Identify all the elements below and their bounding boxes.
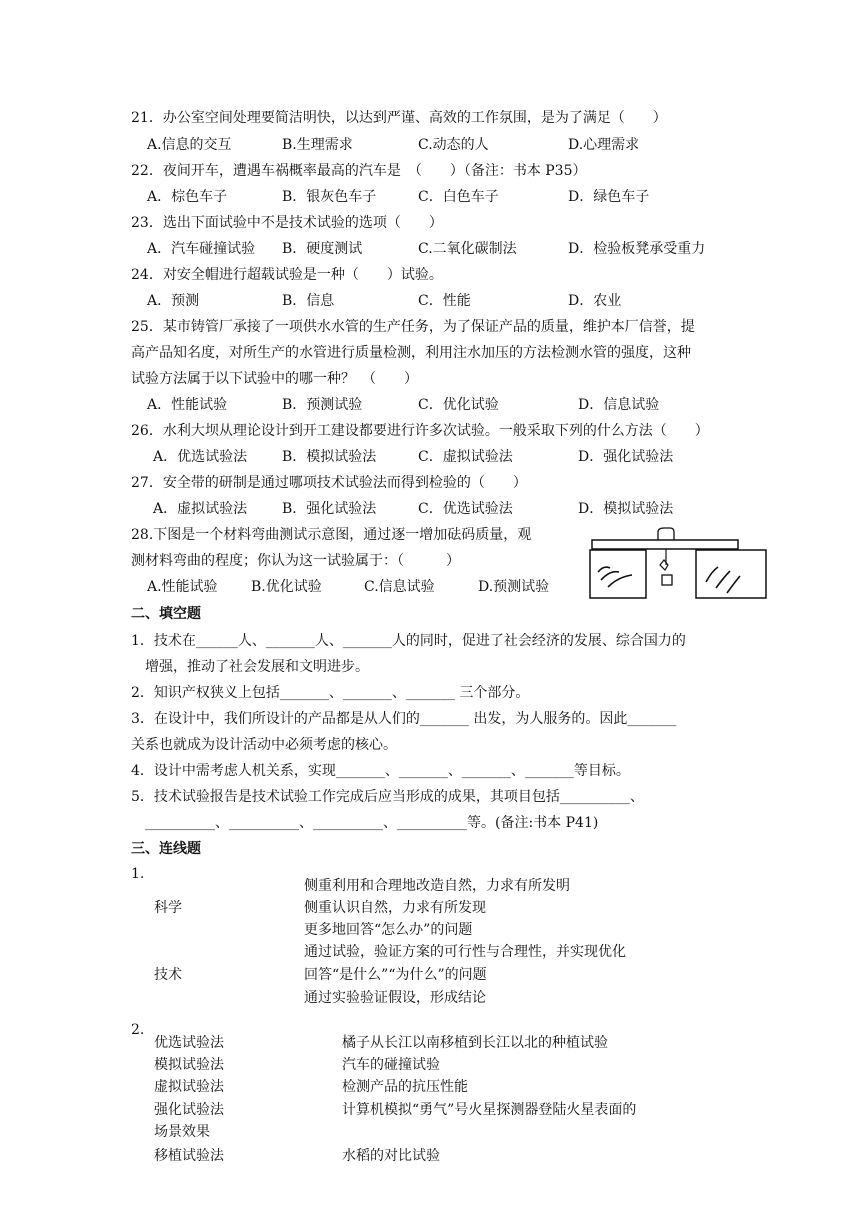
q21-option-c: C.动态的人 <box>418 137 489 153</box>
q28-stem-line1: 28.下图是一个材料弯曲测试示意图，通过逐一增加砝码质量，观 <box>131 527 532 543</box>
match-q1-number: 1. <box>131 866 145 882</box>
q24-stem: 24．对安全帽进行超载试验是一种（ ）试验。 <box>131 267 443 283</box>
left-support-box <box>590 550 646 598</box>
q24-option-c: C．性能 <box>418 293 471 309</box>
match-q2-left-6: 移植试验法 <box>154 1148 224 1164</box>
q24-option-b: B．信息 <box>282 293 335 309</box>
q22-option-d: D．绿色车子 <box>568 189 650 205</box>
beam-bar <box>592 540 738 549</box>
match-heading: 三、连线题 <box>131 841 201 857</box>
q28-option-a: A.性能试验 <box>147 579 218 595</box>
match-q2-left-4: 强化试验法 <box>154 1102 224 1118</box>
q27-stem: 27．安全带的研制是通过哪项技术试验法而得到检验的（ ） <box>131 475 527 491</box>
q21-option-a: A.信息的交互 <box>147 137 232 153</box>
match-q2-right-3: 检测产品的抗压性能 <box>342 1079 468 1095</box>
match-q1-left-science: 科学 <box>154 900 182 916</box>
q24-option-a: A．预测 <box>147 293 200 309</box>
q25-stem-line3: 试验方法属于以下试验中的哪一种？ （ ） <box>131 371 418 387</box>
q23-option-d: D．检验板凳承受重力 <box>568 241 706 257</box>
q26-option-d: D．强化试验法 <box>578 449 674 465</box>
fill-line-8: __________、__________、__________、__________等。(备注:书本 P41) <box>131 815 599 831</box>
fill-line-3: 2．知识产权狭义上包括_______、_______、_______ 三个部分。 <box>131 685 530 701</box>
weight-icon <box>662 575 672 585</box>
q22-option-b: B．银灰色车子 <box>282 189 377 205</box>
q26-option-c: C．虚拟试验法 <box>418 449 513 465</box>
match-q2-right-4: 计算机模拟“勇气”号火星探测器登陆火星表面的 <box>342 1102 637 1118</box>
clamp-icon <box>658 528 674 540</box>
q22-stem: 22．夜间开车，遭遇车祸概率最高的汽车是 （ ）（备注：书本 P35） <box>131 163 587 179</box>
q26-option-a: A．优选试验法 <box>153 449 248 465</box>
q28-option-c: C.信息试验 <box>364 579 435 595</box>
q24-option-d: D．农业 <box>568 293 622 309</box>
fill-heading: 二、填空题 <box>131 606 201 622</box>
q28-option-d: D.预测试验 <box>478 579 550 595</box>
fill-line-4: 3．在设计中，我们所设计的产品都是从人们的_______ 出发，为人服务的。因此_______ <box>131 711 677 727</box>
hook-icon <box>660 560 668 570</box>
match-q2-right-2: 汽车的碰撞试验 <box>342 1057 440 1073</box>
match-q2-right-1: 橘子从长江以南移植到长江以北的种植试验 <box>342 1035 608 1051</box>
q27-option-a: A．虚拟试验法 <box>153 501 248 517</box>
q28-stem-line2: 测材料弯曲的程度；你认为这一试验属于：（ ） <box>131 553 460 569</box>
match-q2-left-5: 场景效果 <box>154 1124 210 1140</box>
right-support-box <box>696 550 766 598</box>
fill-line-7: 5．技术试验报告是技术试验工作完成后应当形成的成果，其项目包括__________、 <box>131 789 644 805</box>
match-q1-right-1: 侧重利用和合理地改造自然，力求有所发明 <box>304 878 570 894</box>
q23-option-c: C.二氧化碳制法 <box>418 241 517 257</box>
match-q2-left-1: 优选试验法 <box>154 1035 224 1051</box>
q27-option-b: B．强化试验法 <box>282 501 377 517</box>
q25-option-c: C．优化试验 <box>418 397 499 413</box>
q27-option-d: D．模拟试验法 <box>578 501 674 517</box>
q22-option-a: A．棕色车子 <box>147 189 228 205</box>
q21-option-d: D.心理需求 <box>568 137 640 153</box>
match-q2-number: 2. <box>131 1022 145 1038</box>
match-q2-right-5: 水稻的对比试验 <box>342 1148 440 1164</box>
fill-line-1: 1．技术在______人、_______人、_______人的同时，促进了社会经济的发展、综合国力的 <box>131 633 686 649</box>
fill-line-2: 增强，推动了社会发展和文明进步。 <box>131 659 369 675</box>
q23-stem: 23．选出下面试验中不是技术试验的选项（ ） <box>131 215 443 231</box>
q23-option-a: A．汽车碰撞试验 <box>147 241 256 257</box>
match-q1-right-5: 回答“是什么”“为什么”的问题 <box>304 967 487 983</box>
match-q1-right-4: 通过试验，验证方案的可行性与合理性，并实现优化 <box>304 944 626 960</box>
q21-stem: 21．办公室空间处理要简洁明快，以达到严谨、高效的工作氛围，是为了满足（ ） <box>131 110 667 126</box>
bending-test-figure <box>588 527 778 613</box>
q21-option-b: B.生理需求 <box>282 137 353 153</box>
q22-option-c: C．白色车子 <box>418 189 499 205</box>
match-q2-left-3: 虚拟试验法 <box>154 1079 224 1095</box>
q28-option-b: B.优化试验 <box>251 579 322 595</box>
q25-option-d: D．信息试验 <box>578 397 660 413</box>
q27-option-c: C．优选试验法 <box>418 501 513 517</box>
q23-option-b: B．硬度测试 <box>282 241 363 257</box>
fill-line-5: 关系也就成为设计活动中必须考虑的核心。 <box>131 737 397 753</box>
match-q1-right-6: 通过实验验证假设，形成结论 <box>304 990 486 1006</box>
match-q1-right-2: 侧重认识自然，力求有所发现 <box>304 900 486 916</box>
match-q1-right-3: 更多地回答“怎么办”的问题 <box>304 922 473 938</box>
q25-option-b: B．预测试验 <box>282 397 363 413</box>
q25-stem-line2: 高产品知名度，对所生产的水管进行质量检测，利用注水加压的方法检测水管的强度，这种 <box>131 345 691 361</box>
q26-option-b: B．模拟试验法 <box>282 449 377 465</box>
q25-option-a: A．性能试验 <box>147 397 228 413</box>
q25-stem-line1: 25．某市铸管厂承接了一项供水水管的生产任务，为了保证产品的质量，维护本厂信誉，提 <box>131 319 695 335</box>
match-q2-left-2: 模拟试验法 <box>154 1057 224 1073</box>
fill-line-6: 4．设计中需考虑人机关系，实现_______、_______、_______、_______等目标。 <box>131 763 630 779</box>
q26-stem: 26．水利大坝从理论设计到开工建设都要进行许多次试验。一般采取下列的什么方法（ ） <box>131 423 709 439</box>
match-q1-left-technology: 技术 <box>154 967 182 983</box>
